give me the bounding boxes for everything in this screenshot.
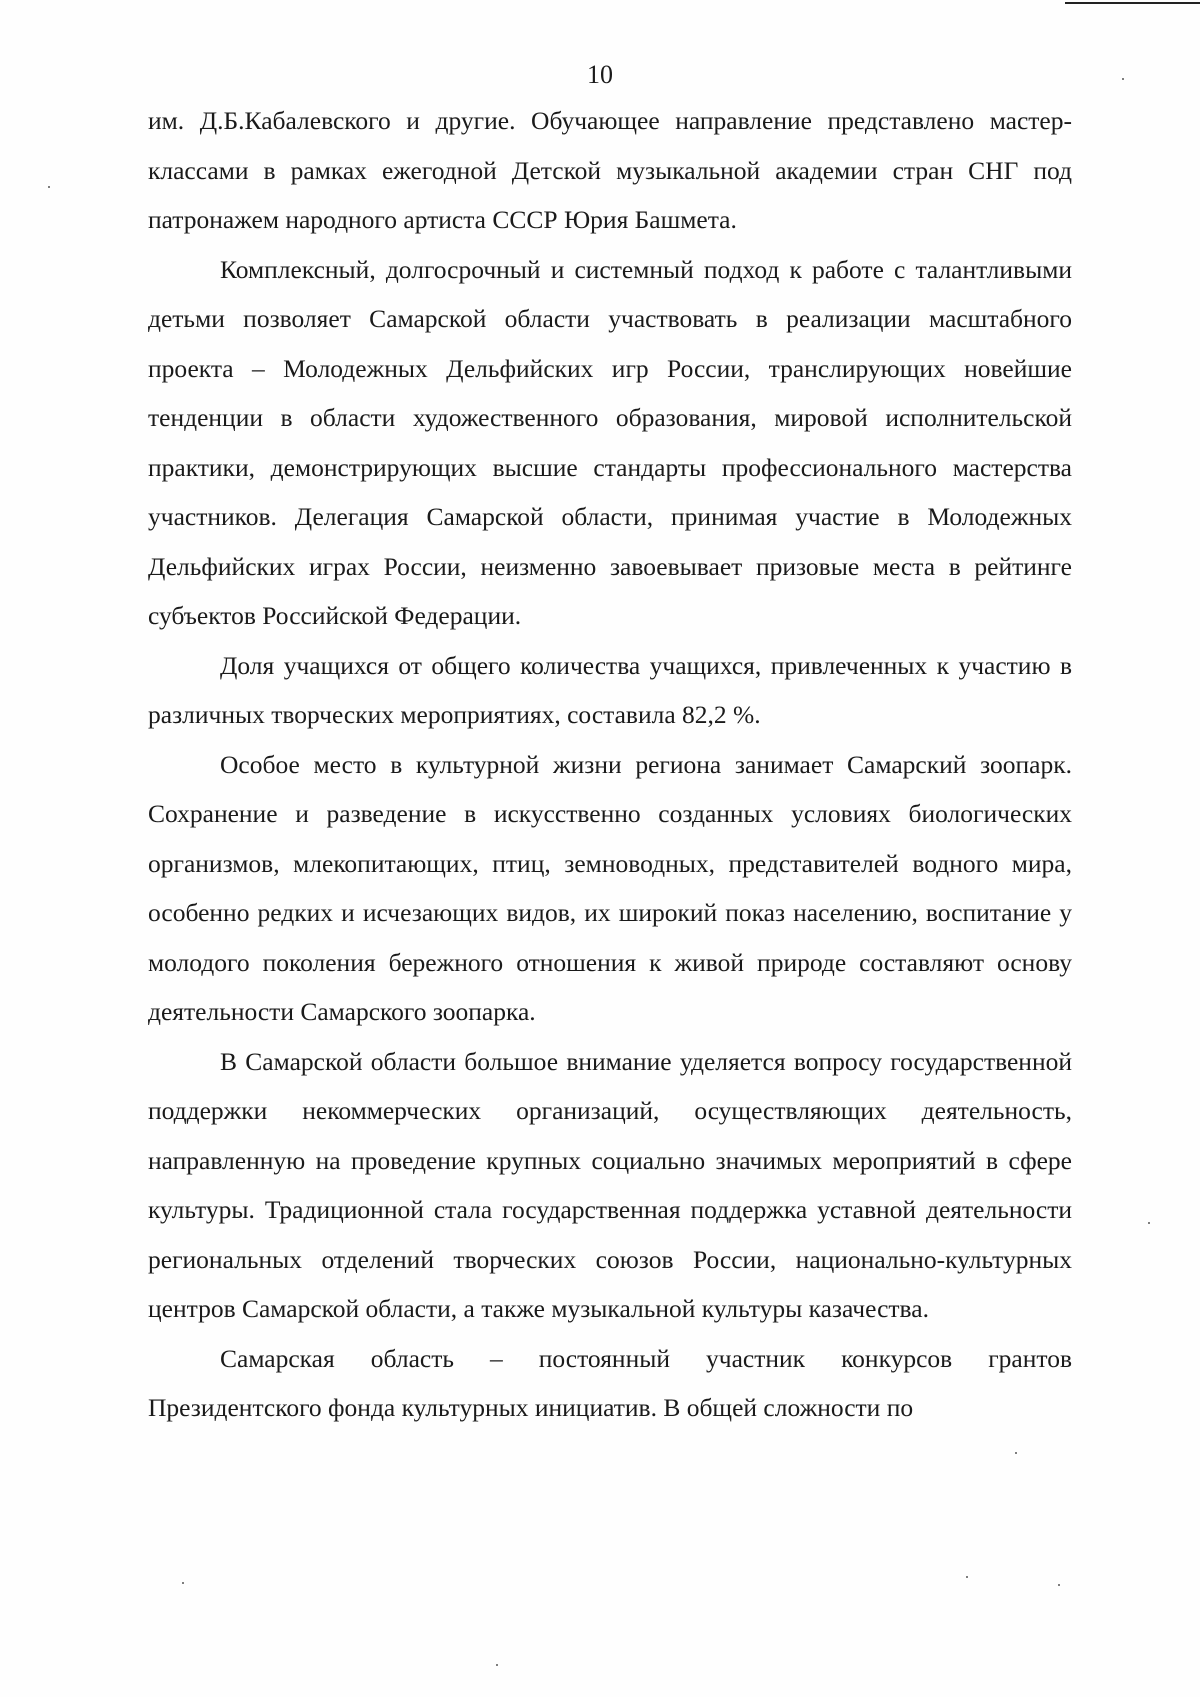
- paragraph-continuation: им. Д.Б.Кабалевского и другие. Обучающее направление представлено мастер-классами в рамках ежегодной Детской музыкальной академии стран СНГ под патронажем народного артиста СССР Юрия Башмета.: [148, 106, 1072, 234]
- scan-speck: [966, 1576, 968, 1578]
- scan-speck: [1058, 1584, 1060, 1586]
- scan-speck: [182, 1582, 184, 1584]
- paragraph-student-share: Доля учащихся от общего количества учащихся, привлеченных к участию в различных творческих мероприятиях, составила 82,2 %.: [148, 650, 1072, 729]
- page-number: 10: [587, 60, 613, 89]
- scan-speck: [496, 1664, 498, 1666]
- paragraph-nonprofit-support: В Самарской области большое внимание уделяется вопросу государственной поддержки некоммерческих организаций, осуществляющих деятельность, направленную на проведение крупных социально значимых мероприятий в сфере культуры. Традиционной стала государственная поддержка уставной деятельности региональных отделений творческих союзов России, национально-культурных центров Самарской области, а также музыкальной культуры казачества.: [148, 1046, 1072, 1323]
- scan-speck: [1015, 1452, 1017, 1454]
- scan-speck: [1148, 1222, 1150, 1224]
- top-edge-rule: [1065, 2, 1200, 4]
- paragraph-talented-children: Комплексный, долгосрочный и системный подход к работе с талантливыми детьми позволяет Самарской области участвовать в реализации масштабного проекта – Молодежных Дельфийских игр России, транслирующих новейшие тенденции в области художественного образования, мировой исполнительской практики, демонстрирующих высшие стандарты профессионального мастерства участников. Делегация Самарской области, принимая участие в Молодежных Дельфийских играх России, неизменно завоевывает призовые места в рейтинге субъектов Российской Федерации.: [148, 254, 1072, 630]
- scan-speck: [48, 186, 50, 188]
- paragraph-grants: Самарская область – постоянный участник конкурсов грантов Президентского фонда культурных инициатив. В общей сложности по: [148, 1343, 1072, 1422]
- scan-speck: [1122, 78, 1124, 80]
- paragraph-zoo: Особое место в культурной жизни региона занимает Самарский зоопарк. Сохранение и разведение в искусственно созданных условиях биологических организмов, млекопитающих, птиц, земноводных, представителей водного мира, особенно редких и исчезающих видов, их широкий показ населению, воспитание у молодого поколения бережного отношения к живой природе составляют основу деятельности Самарского зоопарка.: [148, 749, 1072, 1026]
- document-body: [148, 96, 1072, 1433]
